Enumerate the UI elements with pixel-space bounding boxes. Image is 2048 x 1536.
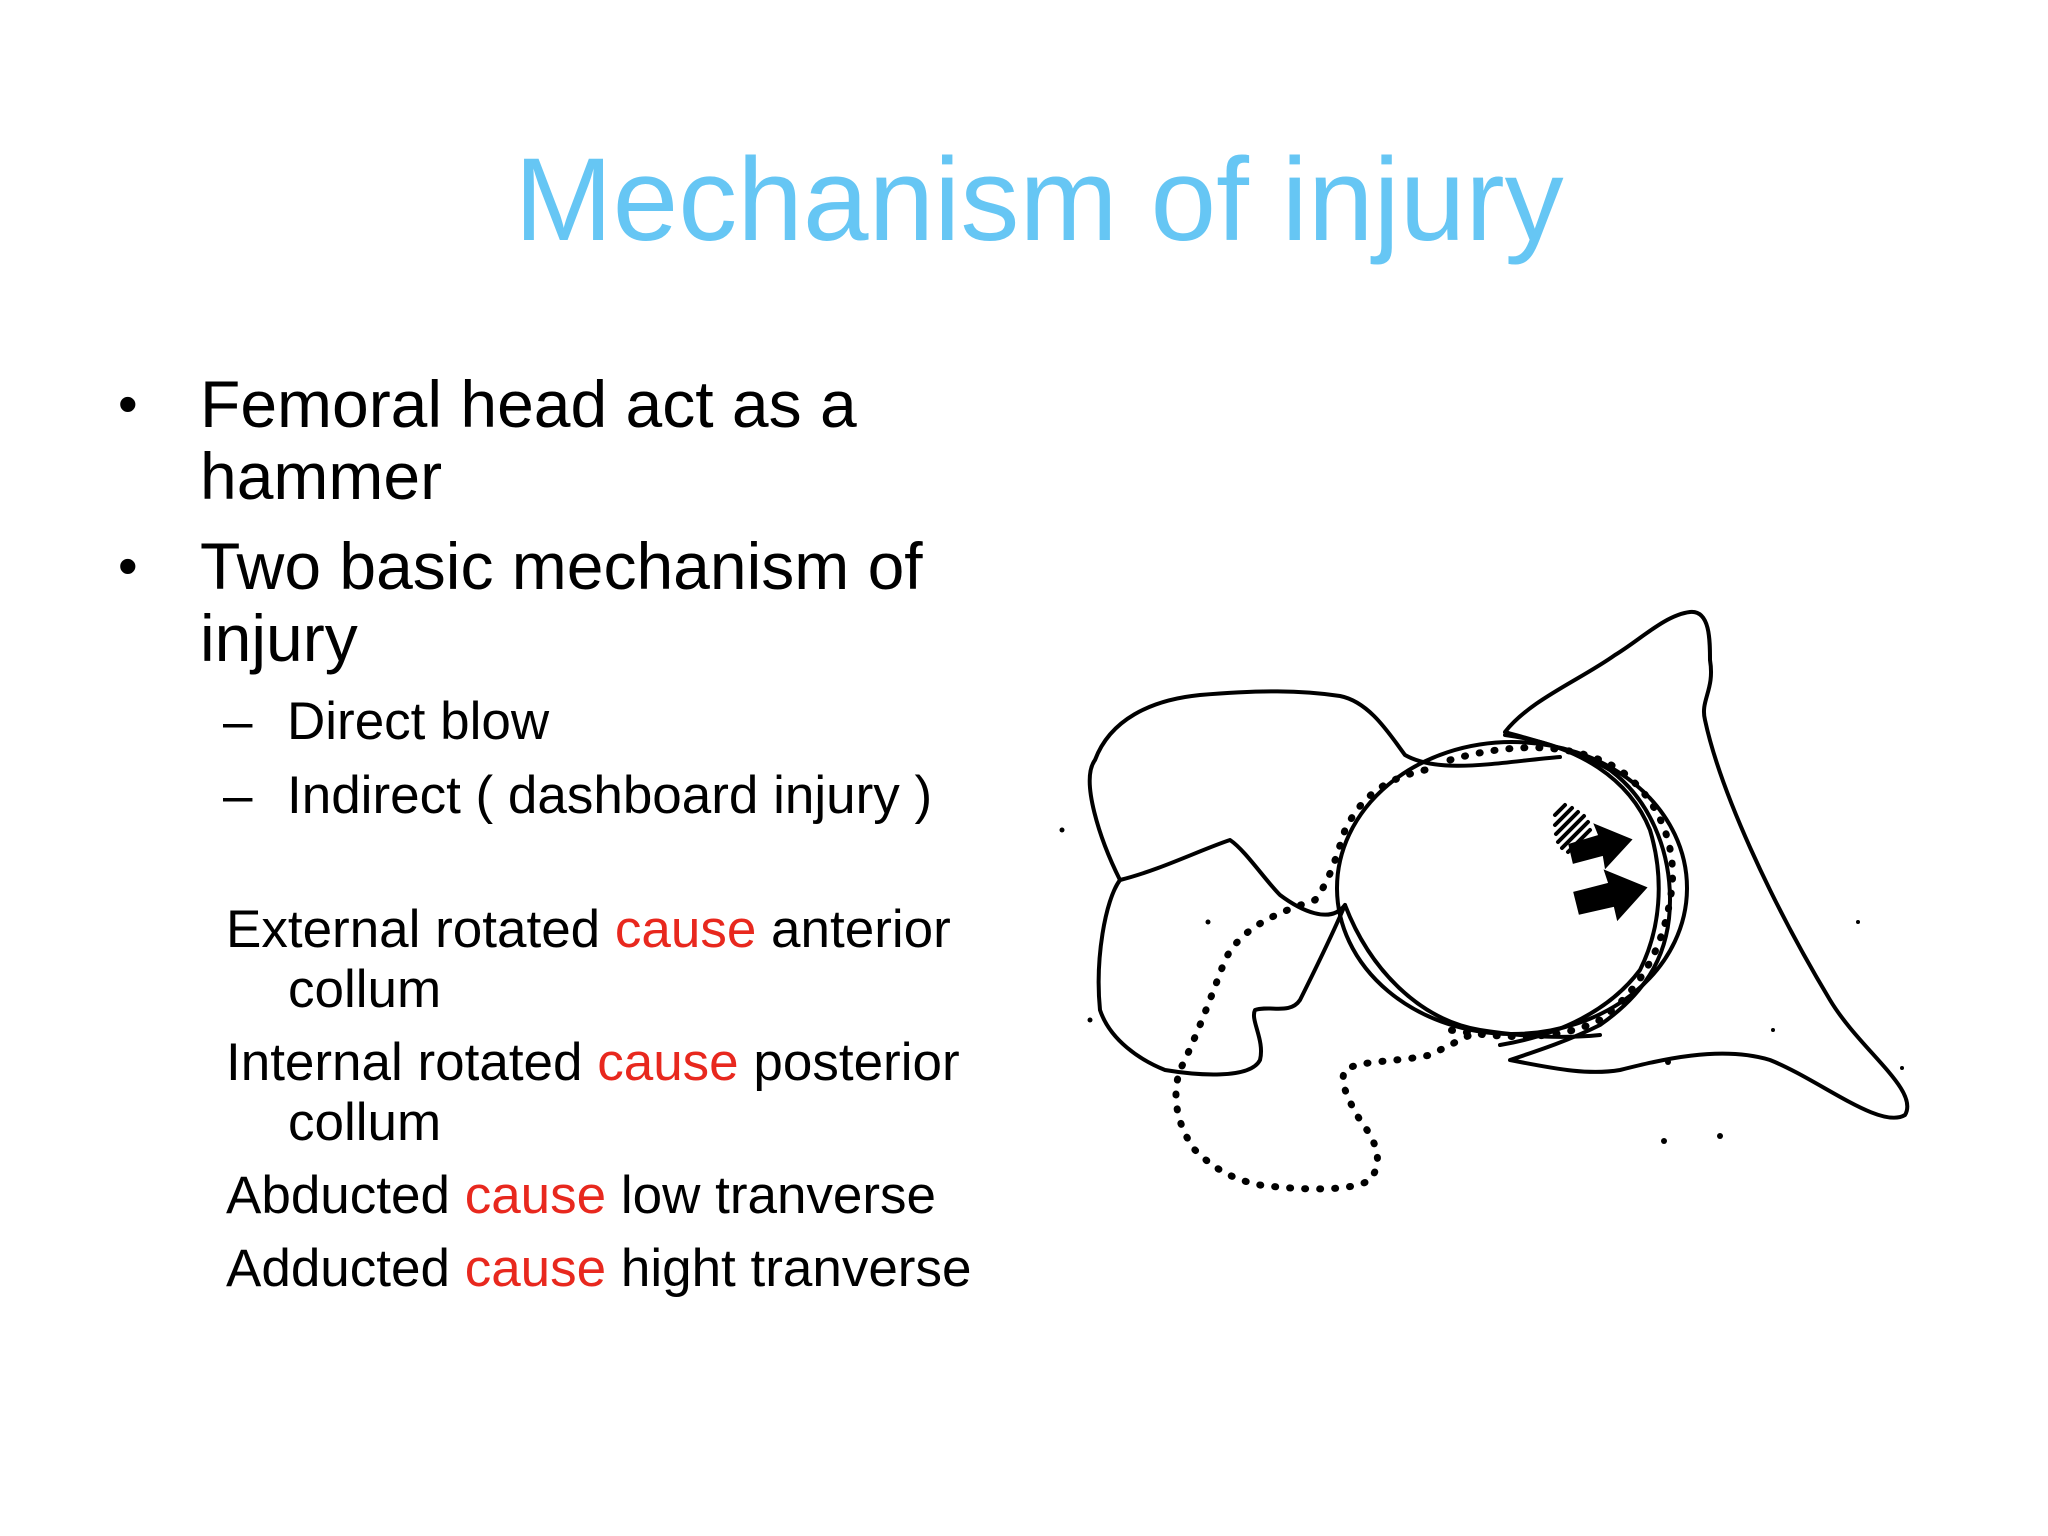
pelvis-lower-outline: [1120, 840, 1600, 1037]
bullet-item: [118, 530, 1018, 674]
acetabulum-outline: [1505, 612, 1907, 1118]
sub-bullet-marker: –: [223, 766, 253, 825]
sub-bullet-marker: –: [223, 692, 253, 751]
sub-bullet-text: Direct blow: [287, 692, 550, 751]
speck: [1661, 1138, 1667, 1144]
speck: [1206, 920, 1211, 925]
speck: [1900, 1066, 1904, 1070]
note-keyword: cause: [614, 900, 757, 959]
note-line: [226, 1239, 1046, 1299]
bullet-list: [118, 368, 1018, 840]
speck: [1665, 1059, 1671, 1065]
speck: [1088, 1018, 1093, 1023]
bullet-marker: •: [118, 372, 138, 435]
note-text: anterior collum: [288, 900, 951, 1019]
note-line: [226, 1033, 1046, 1153]
pelvis-upper-outline: [1090, 691, 1560, 880]
mechanism-notes: [226, 900, 1046, 1312]
note-keyword: cause: [597, 1033, 739, 1092]
note-keyword: cause: [464, 1239, 607, 1298]
dotted-femoral-outline: [1176, 770, 1470, 1189]
hatch-mark: [1555, 805, 1565, 815]
note-text: Abducted: [226, 1166, 465, 1225]
sub-bullet-item: [118, 766, 1018, 826]
bullet-text: Two basic mechanism of injury: [200, 529, 923, 675]
note-text: Internal rotated: [226, 1033, 598, 1092]
speck: [1856, 920, 1860, 924]
note-line: [226, 1166, 1046, 1226]
sub-bullet-text: Indirect ( dashboard injury ): [287, 766, 933, 825]
note-keyword: cause: [464, 1166, 607, 1225]
note-text: posterior collum: [288, 1033, 960, 1152]
hip-joint-illustration-icon: [1040, 590, 1920, 1230]
speck: [1771, 1028, 1775, 1032]
note-text: hight tranverse: [606, 1239, 972, 1298]
note-text: Adducted: [226, 1239, 465, 1298]
sub-bullet-item: [118, 692, 1018, 752]
force-arrow-icon: [1575, 872, 1645, 918]
note-text: External rotated: [226, 900, 615, 959]
speck: [1060, 828, 1065, 833]
speck: [1717, 1133, 1723, 1139]
slide-title: Mechanism of injury: [514, 134, 1564, 266]
bullet-text: Femoral head act as a hammer: [200, 367, 857, 513]
note-line: [226, 900, 1046, 1020]
bullet-item: [118, 368, 1018, 512]
bullet-marker: •: [118, 534, 138, 597]
note-text: low tranverse: [606, 1166, 937, 1225]
